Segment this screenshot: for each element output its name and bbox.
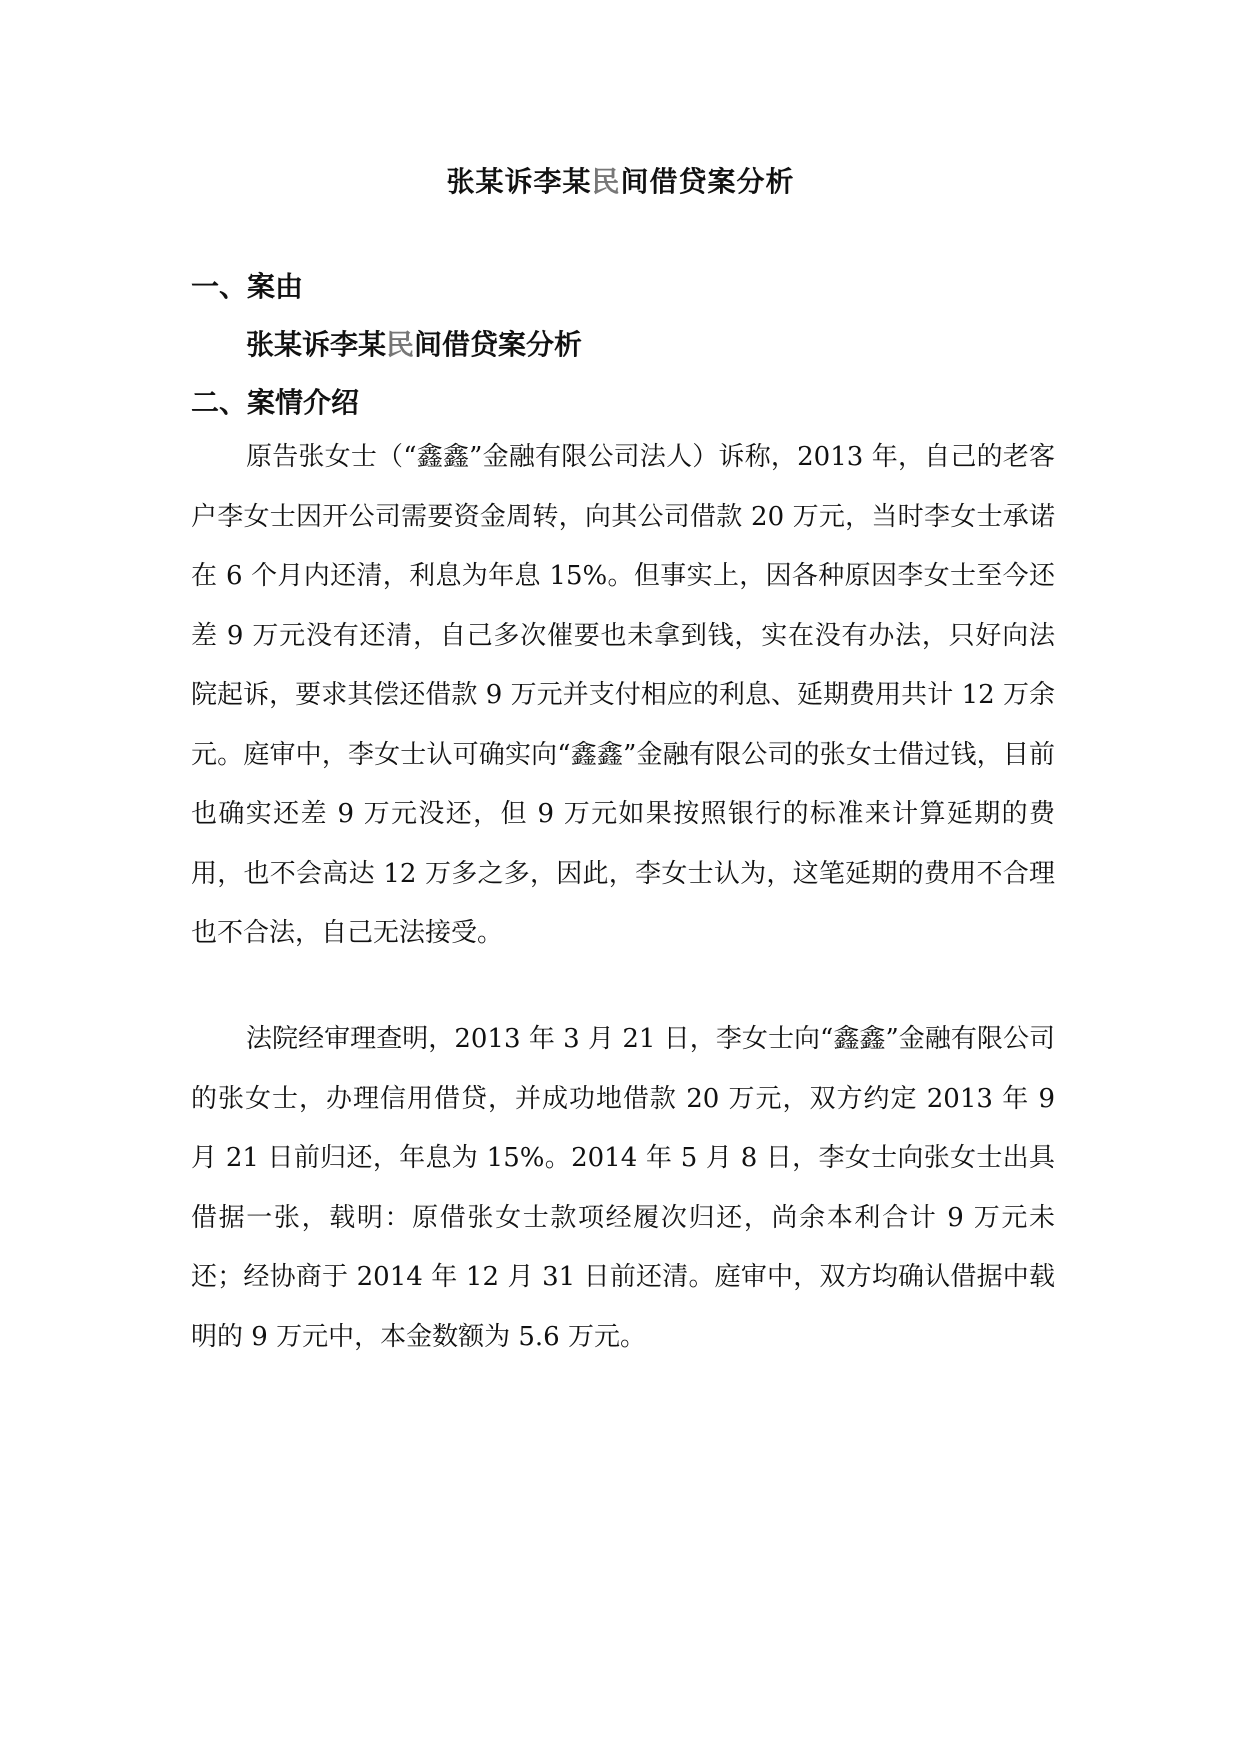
title-text-highlight: 民 — [591, 165, 621, 198]
case-name-part2: 间借贷案分析 — [414, 328, 583, 361]
paragraph-plaintiff-claim: 原告张女士（“鑫鑫”金融有限公司法人）诉称，2013 年，自己的老客户李女士因开公司需要资金周转，向其公司借款 20 万元，当时李女士承诺在 6 个月内还清，利息为年息 15%。但事实上，因各种原因李女士至今还差 9 万元没有还清，自己多次催要也未拿到钱，实在没有办法，只好向法院起诉，要求其偿还借款 9 万元并支付相应的利息、延期费用共计 12 万余元。庭审中，李女士认可确实向“鑫鑫”金融有限公司的张女士借过钱，目前也确实还差 9 万元没还，但 9 万元如果按照银行的标准来计算延期的费用，也不会高达 12 万多之多，因此，李女士认为，这笔延期的费用不合理也不合法，自己无法接受。 — [191, 442, 1055, 948]
case-name — [246, 323, 582, 363]
title-text-part2: 间借贷案分析 — [620, 165, 795, 198]
section-heading-case-details: 二、案情介绍 — [191, 386, 360, 419]
case-name-highlight: 民 — [386, 328, 415, 361]
paragraph-court-findings: 法院经审理查明，2013 年 3 月 21 日，李女士向“鑫鑫”金融有限公司的张女士，办理信用借贷，并成功地借款 20 万元，双方约定 2013 年 9 月 21 日前归还，年息为 15%。2014 年 5 月 8 日，李女士向张女士出具借据一张，载明：原借张女士款项经履次归还，尚余本利合计 9 万元未还；经协商于 2014 年 12 月 31 日前还清。庭审中，双方均确认借据中载明的 9 万元中，本金数额为 5.6 万元。 — [191, 1024, 1055, 1352]
title-text-part1: 张某诉李某 — [446, 165, 592, 198]
section-heading-case-cause: 一、案由 — [191, 270, 304, 303]
case-name-part1: 张某诉李某 — [246, 328, 387, 361]
document-title — [0, 160, 1241, 200]
